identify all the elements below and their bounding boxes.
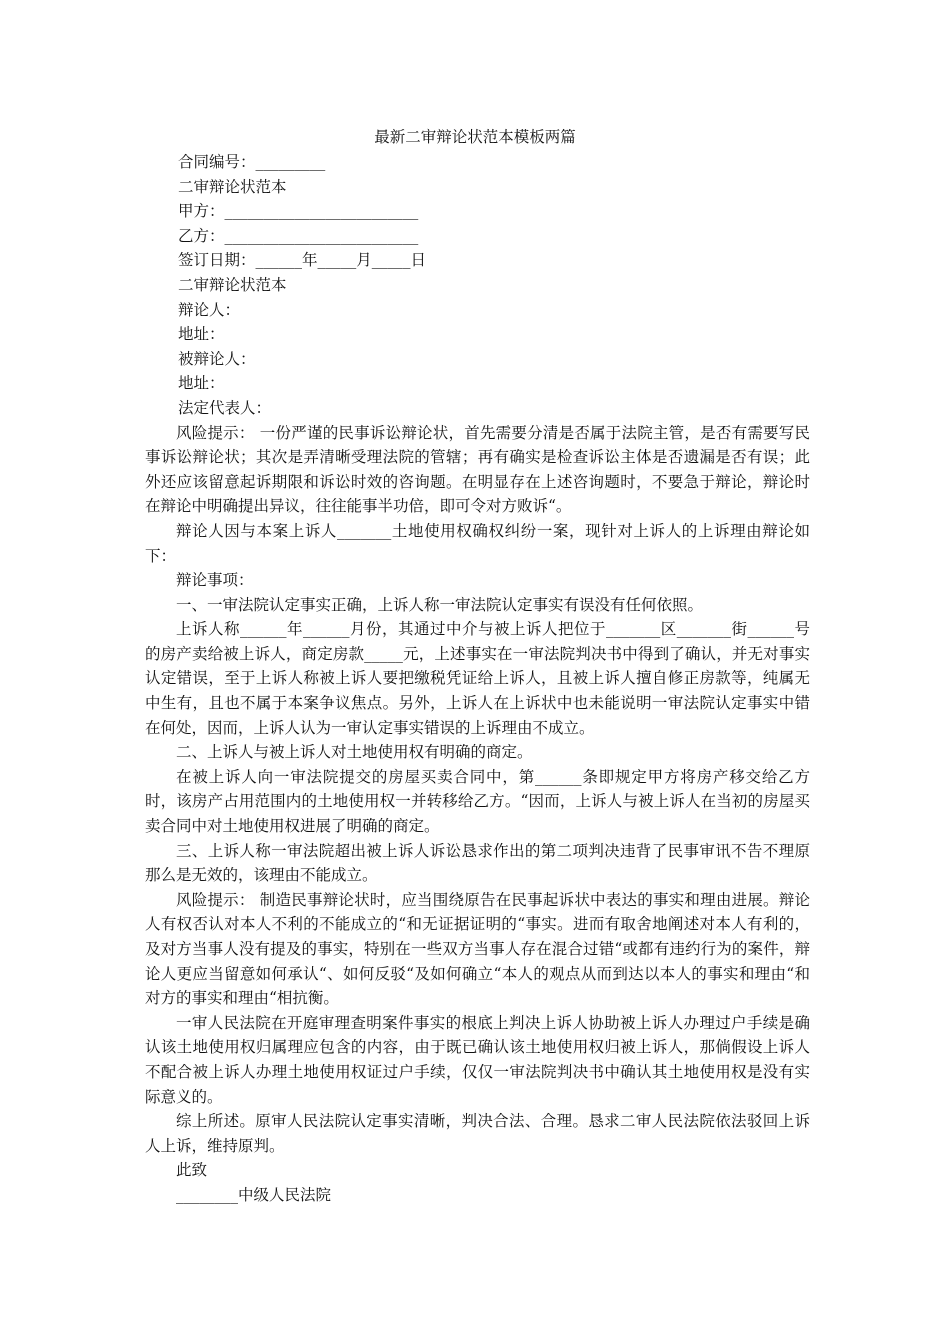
signing-date-line: 签订日期：______年_____月_____日: [178, 251, 427, 270]
risk-note-paragraph: 风险提示： 制造民事辩论状时，应当围绕原告在民事起诉状中表达的事实和理由进展。辩论人有权否认对本人不利的不能成立的“和无证据证明的“事实。进而有取舍地阐述对本人有利的，及对方当事人没有提及的事实，特别在一些双方当事人存在混合过错“或都有违约行为的案件，辩论人更应当留意如何承认“、如何反驳“及如何确立“本人的观点从而到达以本人的事实和理由“和对方的事实和理由“相抗衡。: [145, 890, 810, 1008]
address-line: 地址：: [178, 374, 225, 393]
party-b-line: 乙方：_________________________: [178, 226, 419, 245]
risk-note-paragraph: 风险提示： 一份严谨的民事诉讼辩论状，首先需要分清是否属于法院主管，是否有需要写民事诉讼辩论状；其次是弄清晰受理法院的管辖；再有确实是检查诉讼主体是否遗漏是否有误；此外还应该留意起诉期限和诉讼时效的咨询题。在明显存在上述咨询题时，不要急于辩论，辩论时在辩论中明确提出异议，往往能事半功倍，即可令对方败诉“。: [145, 423, 810, 516]
point-heading: 三、上诉人称一审法院超出被上诉人诉讼恳求作出的第二项判决违背了民事审讯不告不理原那么是无效的，该理由不能成立。: [145, 841, 810, 885]
court-addressee-line: ________中级人民法院: [176, 1185, 332, 1204]
heading-line: 二审辩论状范本: [178, 275, 287, 294]
body-paragraph: 上诉人称______年______月份，其通过中介与被上诉人把位于_______区_______街______号的房产卖给被上诉人，商定房款_____元，上述事实在一审法院判决书中得到了确认，并无对事实认定错误，至于上诉人称被上诉人要把缴税凭证给上诉人，且被上诉人擅自修正房款等，纯属无中生有，且也不属于本案争议焦点。另外，上诉人在上诉状中也未能说明一审法院认定事实中错在何处，因而，上诉人认为一审认定事实错误的上诉理由不成立。: [145, 620, 810, 737]
body-paragraph: 在被上诉人向一审法院提交的房屋买卖合同中，第______条即规定甲方将房产移交给乙方时，该房产占用范围内的土地使用权一并转移给乙方。“因而，上诉人与被上诉人在当初的房屋买卖合同中对土地使用权进展了明确的商定。: [145, 767, 810, 836]
heading-line: 二审辩论状范本: [178, 177, 287, 196]
address-line: 地址：: [178, 325, 225, 344]
point-heading: 一、一审法院认定事实正确，上诉人称一审法院认定事实有误没有任何依照。: [176, 595, 704, 614]
contract-number-line: 合同编号：_________: [178, 153, 326, 171]
party-a-line: 甲方：_________________________: [178, 202, 419, 221]
document-body: [145, 150, 810, 1208]
legal-rep-line: 法定代表人：: [178, 398, 272, 417]
salutation-line: 此致: [176, 1161, 208, 1180]
section-heading: 辩论事项：: [176, 571, 254, 590]
point-heading: 二、上诉人与被上诉人对土地使用权有明确的商定。: [176, 743, 533, 762]
respondent-line: 被辩论人：: [178, 349, 256, 368]
conclusion-paragraph: 综上所述。原审人民法院认定事实清晰，判决合法、合理。恳求二审人民法院依法驳回上诉人上诉，维持原判。: [145, 1112, 810, 1155]
defender-line: 辩论人：: [178, 300, 241, 319]
body-paragraph: 辩论人因与本案上诉人_______土地使用权确权纠纷一案，现针对上诉人的上诉理由辩论如下：: [145, 521, 810, 565]
document-title: 最新二审辩论状范本模板两篇: [374, 128, 576, 146]
body-paragraph: 一审人民法院在开庭审理查明案件事实的根底上判决上诉人协助被上诉人办理过户手续是确认该土地使用权归属理应包含的内容，由于既已确认该土地使用权归被上诉人，那倘假设上诉人不配合被上诉人办理土地使用权证过户手续，仅仅一审法院判决书中确认其土地使用权是没有实际意义的。: [145, 1013, 810, 1106]
